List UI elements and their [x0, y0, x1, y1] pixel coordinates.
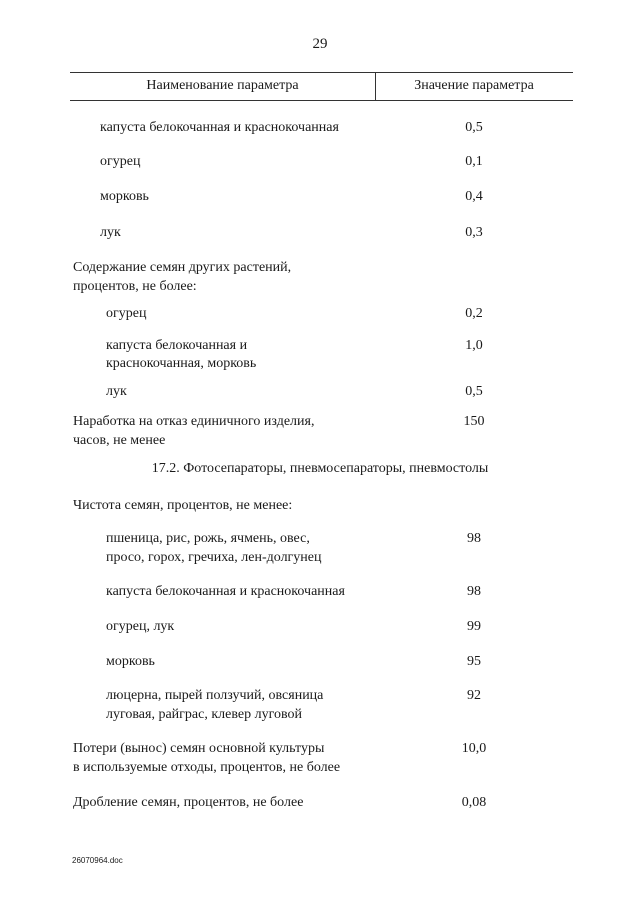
row-name-continued: просо, горох, гречиха, лен-долгунец	[106, 550, 322, 565]
row-value: 92	[467, 688, 481, 703]
row-name: Потери (вынос) семян основной культуры	[73, 741, 325, 756]
row-name: люцерна, пырей ползучий, овсяница	[106, 688, 324, 703]
row-name: лук	[100, 225, 121, 240]
row-value: 0,08	[461, 795, 487, 810]
column-header-value: Значение параметра	[414, 78, 534, 93]
row-value: 98	[467, 531, 481, 546]
row-name-continued: в используемые отходы, процентов, не более	[73, 760, 341, 775]
row-value: 150	[463, 414, 485, 429]
row-name: пшеница, рис, рожь, ячмень, овес,	[106, 531, 310, 546]
row-value: 95	[467, 654, 481, 669]
row-name: морковь	[106, 654, 155, 669]
row-name: Чистота семян, процентов, не менее:	[73, 498, 293, 513]
row-value: 10,0	[461, 741, 487, 756]
row-name: Наработка на отказ единичного изделия,	[73, 414, 315, 429]
row-value: 0,2	[465, 306, 483, 321]
row-name: огурец	[106, 306, 147, 321]
row-value: 0,4	[465, 189, 483, 204]
row-name: огурец, лук	[106, 619, 175, 634]
row-name: Дробление семян, процентов, не более	[73, 795, 304, 810]
row-name-continued: луговая, райграс, клевер луговой	[106, 707, 302, 722]
row-name: капуста белокочанная и краснокочанная	[100, 120, 339, 135]
row-name-continued: часов, не менее	[73, 433, 166, 448]
table-header-bottom-rule	[70, 100, 573, 101]
row-name-continued: краснокочанная, морковь	[106, 356, 257, 371]
row-name: Содержание семян других растений,	[73, 260, 292, 275]
row-value: 0,5	[465, 384, 483, 399]
row-name: лук	[106, 384, 127, 399]
row-value: 0,3	[465, 225, 483, 240]
row-name: огурец	[100, 154, 141, 169]
section-heading: 17.2. Фотосепараторы, пневмосепараторы, пневмостолы	[151, 461, 489, 476]
row-value: 99	[467, 619, 481, 634]
footer-filename: 26070964.doc	[72, 856, 123, 865]
row-name: капуста белокочанная и	[106, 338, 248, 353]
row-value: 98	[467, 584, 481, 599]
row-value: 0,1	[465, 154, 483, 169]
row-value: 0,5	[465, 120, 483, 135]
page-number: 29	[312, 36, 328, 52]
row-value: 1,0	[465, 338, 483, 353]
row-name: капуста белокочанная и краснокочанная	[106, 584, 345, 599]
column-header-name: Наименование параметра	[146, 78, 299, 93]
row-name: морковь	[100, 189, 149, 204]
row-name-continued: процентов, не более:	[73, 279, 197, 294]
table-header-top-rule	[70, 72, 573, 73]
